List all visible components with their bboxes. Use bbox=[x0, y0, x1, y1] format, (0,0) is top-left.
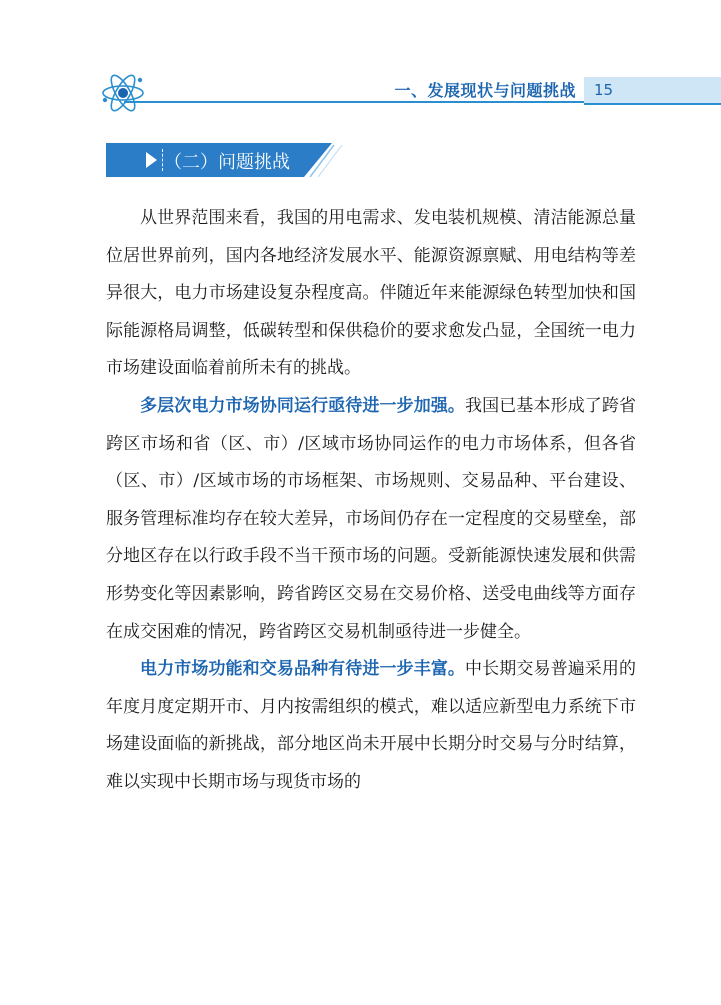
paragraph-text: 从世界范围来看，我国的用电需求、发电装机规模、清洁能源总量位居世界前列，国内各地经济发展水平、能源资源禀赋、用电结构等差异很大，电力市场建设复杂程度高。伴随近年来能源绿色转型加快和国际能源格局调整，低碳转型和保供稳价的要求愈发凸显，全国统一电力市场建设面临着前所未有的挑战。 bbox=[106, 208, 636, 379]
paragraph bbox=[106, 651, 636, 801]
section-banner bbox=[106, 143, 350, 177]
paragraph-lead: 多层次电力市场协同运行亟待进一步加强。 bbox=[140, 395, 466, 416]
page-number: 15 bbox=[594, 81, 614, 99]
paragraph-text: 我国已基本形成了跨省跨区市场和省（区、市）/区域市场协同运作的电力市场体系，但各省（区、市）/区域市场的市场框架、市场规则、交易品种、平台建设、服务管理标准均存在较大差异，市场间仍存在一定程度的交易壁垒，部分地区存在以行政手段不当干预市场的问题。受新能源快速发展和供需形势变化等因素影响，跨省跨区交易在交易价格、送受电曲线等方面存在成交困难的情况，跨省跨区交易机制亟待进一步健全。 bbox=[106, 395, 637, 642]
header-rule bbox=[124, 101, 584, 103]
body-text bbox=[106, 200, 636, 802]
banner-divider bbox=[162, 149, 163, 171]
page-number-tab bbox=[584, 77, 721, 105]
play-triangle-icon bbox=[146, 152, 157, 168]
paragraph-text: 中长期交易普遍采用的年度月度定期开市、月内按需组织的模式，难以适应新型电力系统下市场建设面临的新挑战，部分地区尚未开展中长期分时交易与分时结算，难以实现中长期市场与现货市场的 bbox=[106, 659, 637, 792]
atom-icon bbox=[100, 70, 146, 116]
paragraph-lead: 电力市场功能和交易品种有待进一步丰富。 bbox=[140, 659, 466, 680]
paragraph bbox=[106, 388, 636, 651]
paragraph bbox=[106, 200, 636, 388]
section-title: （二）问题挑战 bbox=[164, 152, 290, 173]
chapter-title: 一、发展现状与问题挑战 bbox=[394, 81, 576, 100]
